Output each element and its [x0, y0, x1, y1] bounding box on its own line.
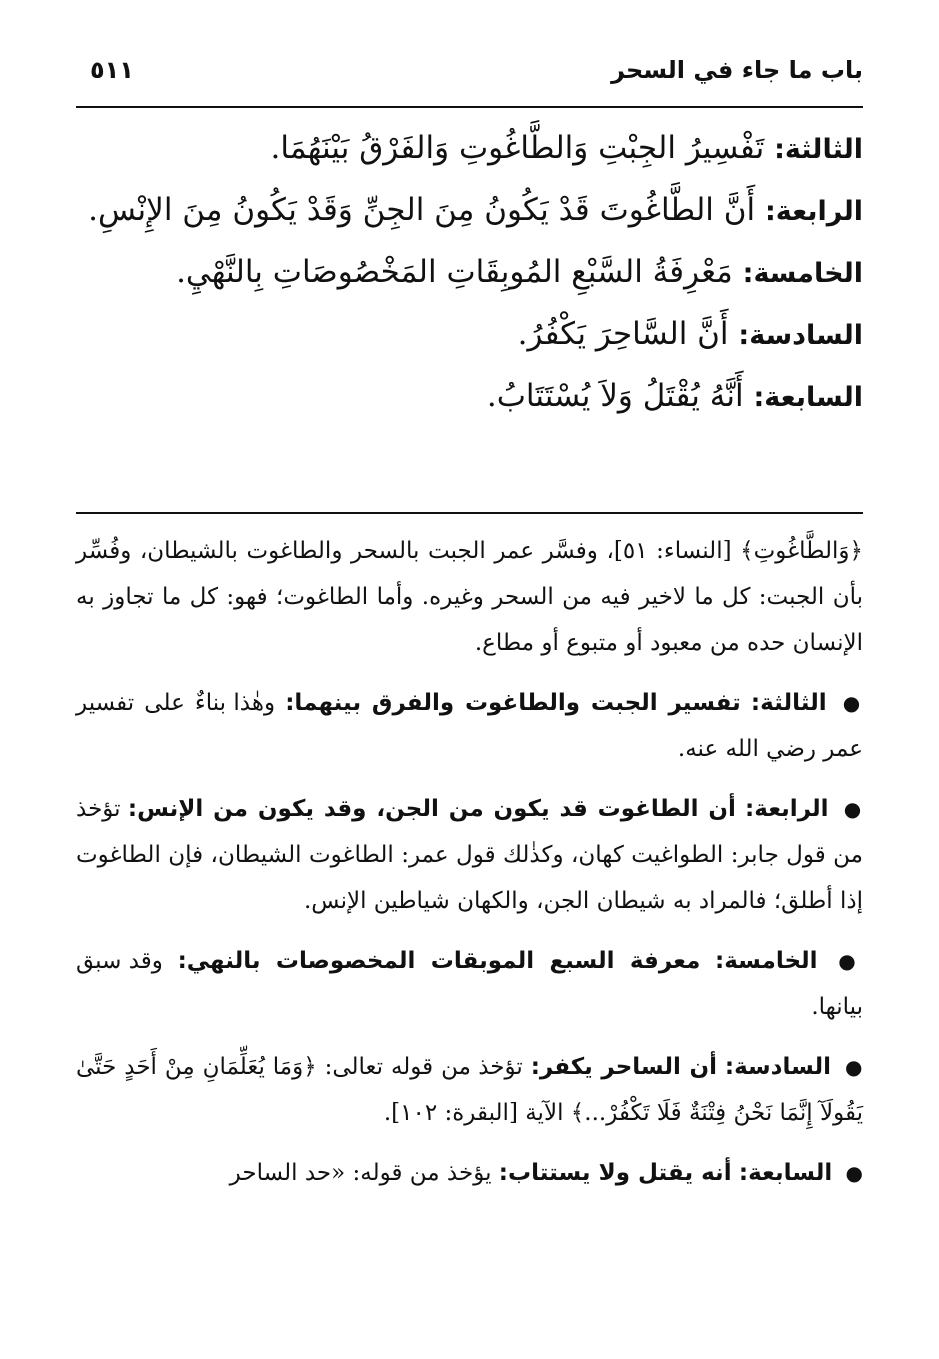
- issue-text: أَنَّهُ يُقْتَلُ وَلاَ يُسْتَتَابُ.: [486, 378, 744, 414]
- commentary-label: السابعة:: [738, 1160, 833, 1186]
- main-issue-seventh: [76, 366, 863, 428]
- issue-text: أَنَّ الطَّاغُوتَ قَدْ يَكُونُ مِنَ الجِنِّ وَقَدْ يَكُونُ مِنَ الإِنْسِ.: [88, 192, 756, 228]
- issue-label: الثالثة:: [774, 134, 863, 165]
- bullet-icon: ●: [845, 1161, 863, 1185]
- issue-text: تَفْسِيرُ الجِبْتِ وَالطَّاغُوتِ وَالفَرْقُ بَيْنَهُمَا.: [270, 130, 765, 166]
- page-number: ٥١١: [90, 56, 134, 84]
- running-title: باب ما جاء في السحر: [611, 56, 863, 84]
- running-head: [76, 52, 863, 92]
- commentary-text: وقد سبق بيانها.: [76, 948, 863, 1020]
- issue-label: السابعة:: [753, 382, 863, 413]
- issue-text: مَعْرِفَةُ السَّبْعِ المُوبِقَاتِ المَخْصُوصَاتِ بِالنَّهْيِ.: [176, 254, 733, 290]
- commentary-text: وهٰذا بناءٌ على تفسير عمر رضي الله عنه.: [76, 690, 863, 762]
- issue-label: الخامسة:: [742, 258, 863, 289]
- commentary: [76, 528, 863, 1210]
- main-issue-fifth: [76, 242, 863, 304]
- commentary-label: السادسة:: [724, 1054, 832, 1080]
- commentary-item-seventh: [76, 1150, 863, 1196]
- main-issue-fourth: [76, 180, 863, 242]
- commentary-intro-text: ﴿وَالطَّاغُوتِ﴾ [النساء: ٥١]، وفسَّر عمر الجبت بالسحر والطاغوت بالشيطان، وفُسِّر بأن الجبت: كل ما لاخير فيه من السحر وغيره. وأما الطاغوت؛ فهو: كل ما تجاوز به الإنسان حده من معبود أو متبوع أو مطاع.: [76, 538, 864, 656]
- commentary-item-sixth: [76, 1044, 863, 1136]
- commentary-label: الخامسة:: [715, 948, 818, 974]
- commentary-label: الرابعة:: [745, 796, 829, 822]
- issue-label: السادسة:: [738, 320, 863, 351]
- commentary-item-fifth: [76, 938, 863, 1030]
- bullet-icon: ●: [843, 797, 864, 821]
- commentary-heading: تفسير الجبت والطاغوت والفرق بينهما:: [285, 690, 741, 716]
- header-divider: [76, 106, 863, 108]
- bullet-icon: ●: [838, 949, 864, 973]
- commentary-text: تؤخذ من قوله تعالى: ﴿وَمَا يُعَلِّمَانِ مِنْ أَحَدٍ حَتَّىٰ يَقُولَآ إِنَّمَا نَحْنُ فِتْنَةٌ فَلَا تَكْفُرْ...﴾ الآية [البقرة: ١٠٢].: [76, 1054, 863, 1126]
- commentary-heading: أنه يقتل ولا يستتاب:: [498, 1160, 732, 1186]
- commentary-divider: [76, 512, 863, 514]
- commentary-item-third: [76, 680, 863, 772]
- commentary-heading: أن الساحر يكفر:: [530, 1054, 717, 1080]
- issue-label: الرابعة:: [765, 196, 863, 227]
- main-issue-third: [76, 118, 863, 180]
- commentary-intro: [76, 528, 863, 666]
- main-issue-sixth: [76, 304, 863, 366]
- issue-text: أَنَّ السَّاحِرَ يَكْفُرُ.: [517, 316, 729, 352]
- commentary-heading: معرفة السبع الموبقات المخصوصات بالنهي:: [177, 948, 701, 974]
- commentary-label: الثالثة:: [750, 690, 827, 716]
- commentary-heading: أن الطاغوت قد يكون من الجن، وقد يكون من الإنس:: [127, 796, 736, 822]
- commentary-item-fourth: [76, 786, 863, 924]
- commentary-text: يؤخذ من قوله: «حد الساحر: [229, 1160, 492, 1186]
- main-text: [76, 118, 863, 428]
- bullet-icon: ●: [842, 691, 864, 715]
- commentary-text: تؤخذ من قول جابر: الطواغيت كهان، وكذٰلك قول عمر: الطاغوت الشيطان، فإن الطاغوت إذا أطلق؛ فالمراد به شيطان الجن، والكهان شياطين الإنس.: [76, 796, 863, 914]
- bullet-icon: ●: [844, 1055, 864, 1079]
